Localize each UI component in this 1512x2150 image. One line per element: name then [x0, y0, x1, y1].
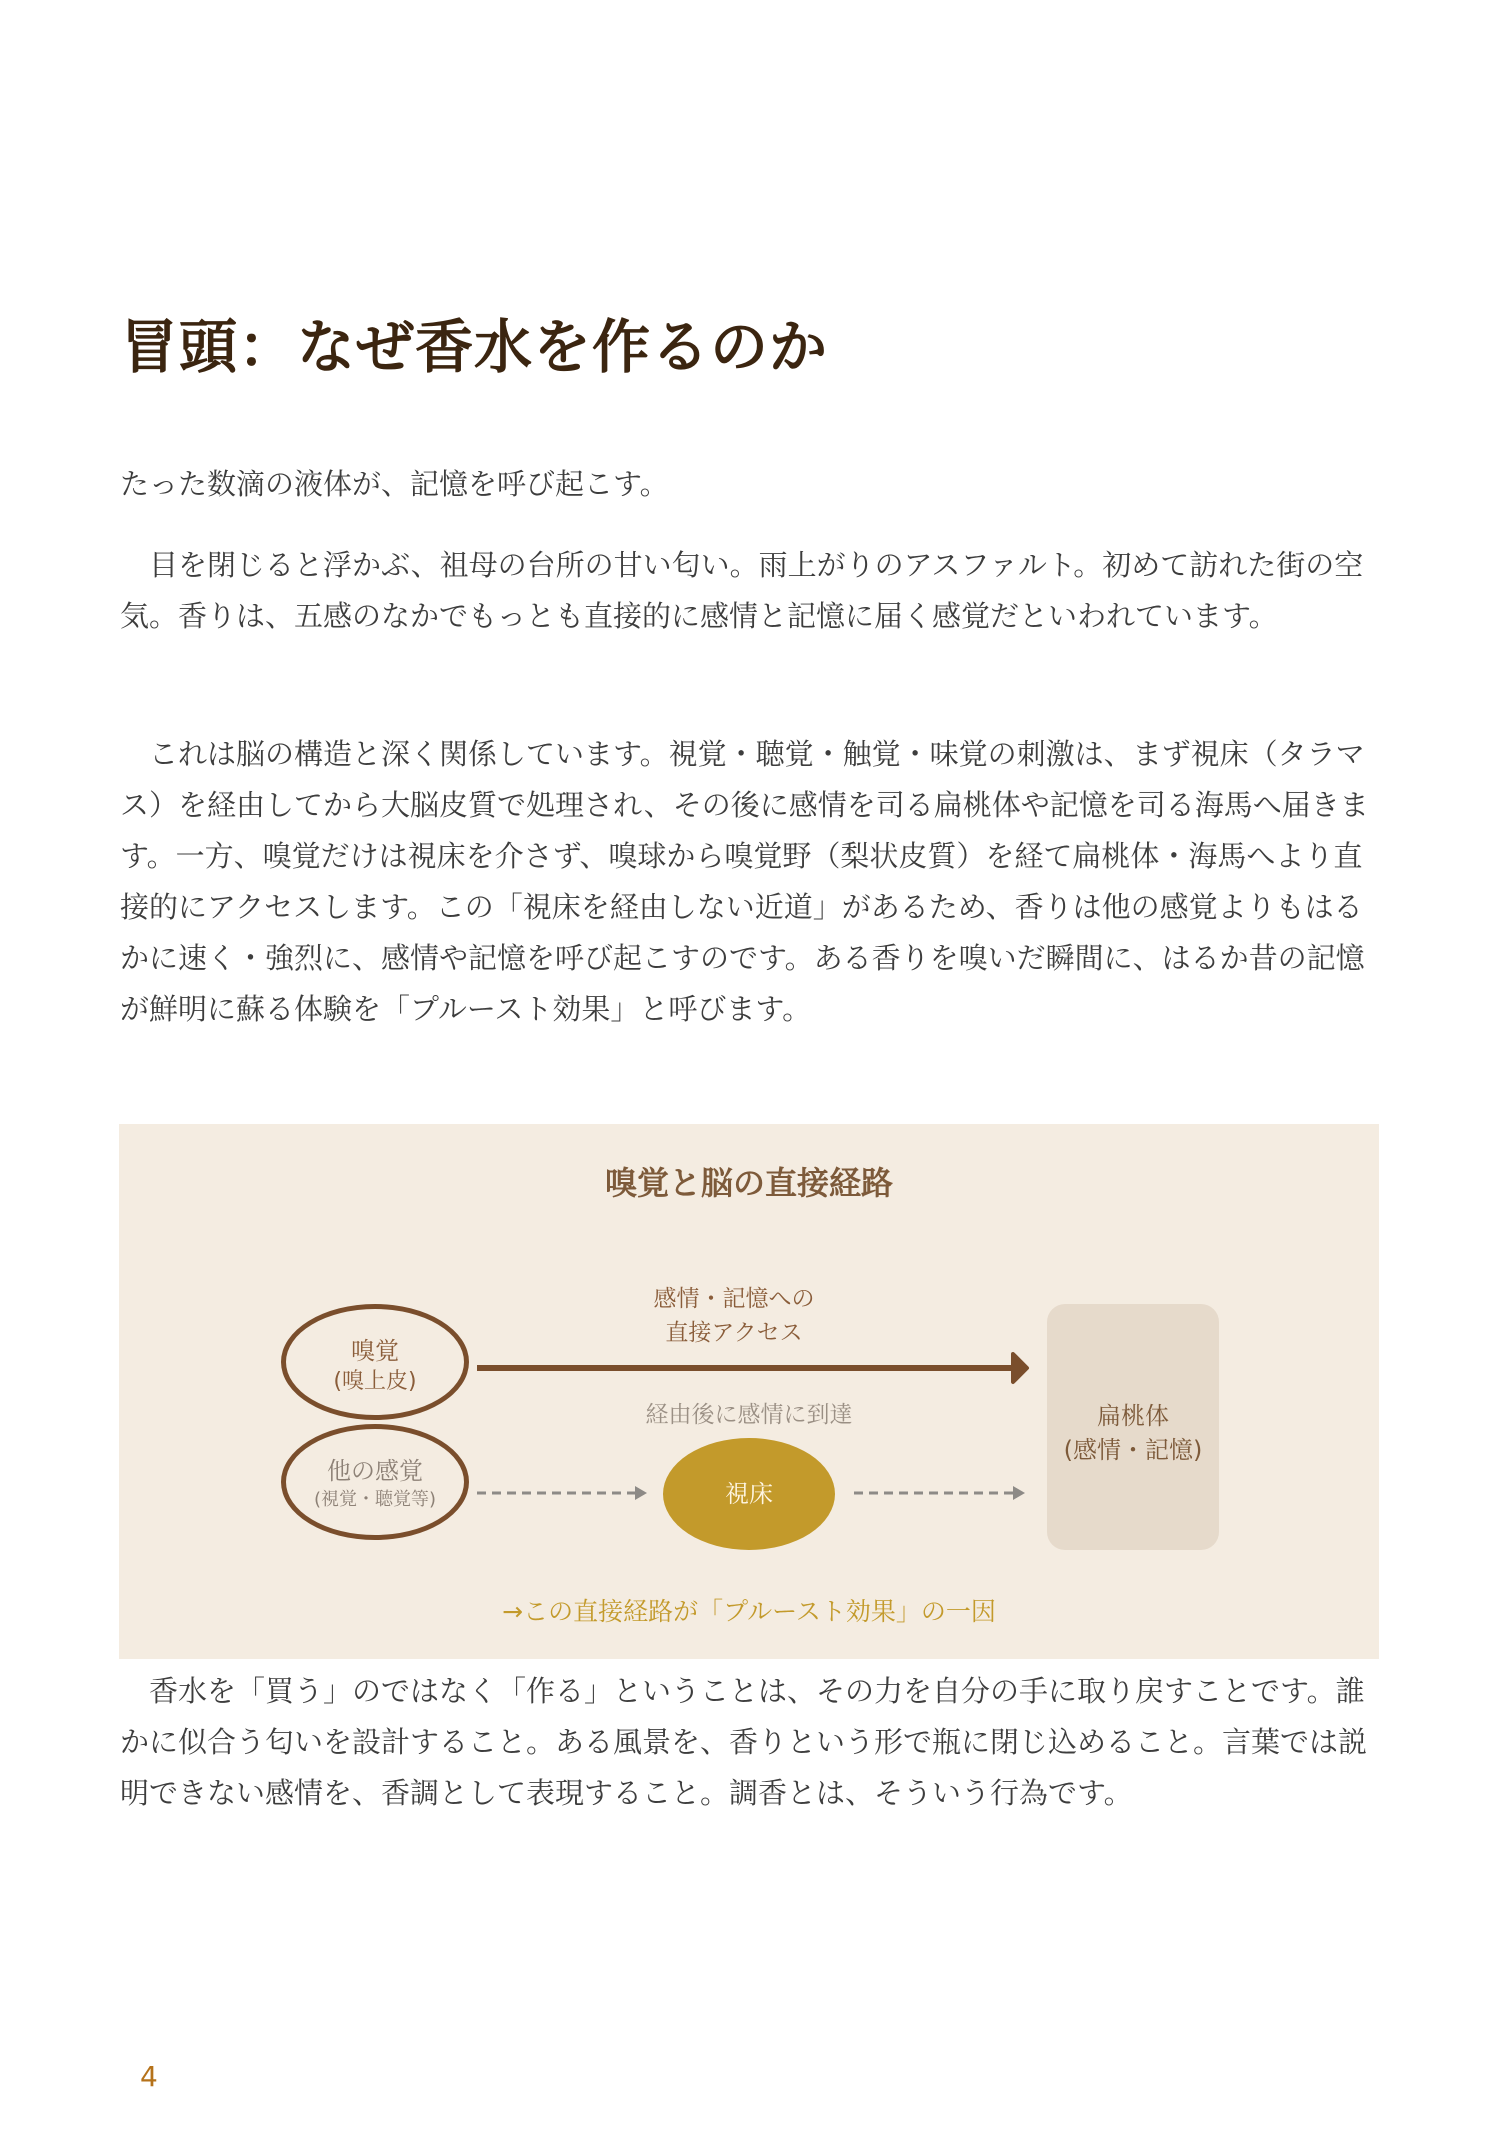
olfaction-sublabel: (嗅上皮): [333, 1369, 417, 1394]
direct-arrowhead: [1013, 1354, 1027, 1382]
other-senses-sublabel: (視覚・聴覚等): [313, 1489, 437, 1510]
direct-access-label-line1: 感情・記憶への: [653, 1286, 815, 1312]
senses-to-thalamus-arrowhead: [635, 1486, 647, 1500]
amygdala-node: [1047, 1304, 1219, 1550]
amygdala-label: 扁桃体: [1097, 1402, 1169, 1430]
figure-note: →この直接経路が「プルースト効果」の一因: [502, 1597, 996, 1626]
olfaction-node: [281, 1304, 469, 1420]
page-number: 4: [140, 2060, 158, 2093]
page-title: 冒頭：なぜ香水を作るのか: [120, 313, 829, 381]
paragraph-memory: 目を閉じると浮かぶ、祖母の台所の甘い匂い。雨上がりのアスファルト。初めて訪れた街の空気。香りは、五感のなかでもっとも直接的に感情と記憶に届く感覚だといわれています。: [120, 548, 1364, 633]
olfaction-label: 嗅覚: [351, 1337, 399, 1365]
lead-paragraph: たった数滴の液体が、記憶を呼び起こす。: [120, 467, 669, 501]
thalamus-node: 視床: [663, 1438, 835, 1550]
other-senses-node: [281, 1424, 469, 1540]
figure-title: 嗅覚と脳の直接経路: [604, 1164, 893, 1202]
other-senses-label: 他の感覚: [327, 1457, 423, 1485]
amygdala-sublabel: (感情・記憶): [1063, 1436, 1203, 1464]
olfactory-pathway-figure: [119, 1124, 1379, 1659]
indirect-route-label: 経由後に感情に到達: [645, 1402, 853, 1428]
thalamus-to-amygdala-arrowhead: [1013, 1486, 1025, 1500]
paragraph-making-perfume: 香水を「買う」のではなく「作る」ということは、その力を自分の手に取り戻すことです。誰かに似合う匂いを設計すること。ある風景を、香りという形で瓶に閉じ込めること。言葉では説明できない感情を、香調として表現すること。調香とは、そういう行為です。: [120, 1674, 1368, 1810]
paragraph-brain-structure: これは脳の構造と深く関係しています。視覚・聴覚・触覚・味覚の刺激は、まず視床（タラマス）を経由してから大脳皮質で処理され、その後に感情を司る扁桃体や記憶を司る海馬へ届きます。一方、嗅覚だけは視床を介さず、嗅球から嗅覚野（梨状皮質）を経て扁桃体・海馬へより直接的にアクセスします。この「視床を経由しない近道」があるため、香りは他の感覚よりもはるかに速く・強烈に、感情や記憶を呼び起こすのです。ある香りを嗅いだ瞬間に、はるか昔の記憶が鮮明に蘇る体験を「プルースト効果」と呼びます。: [120, 737, 1369, 1026]
direct-access-label-line2: 直接アクセス: [665, 1320, 803, 1346]
